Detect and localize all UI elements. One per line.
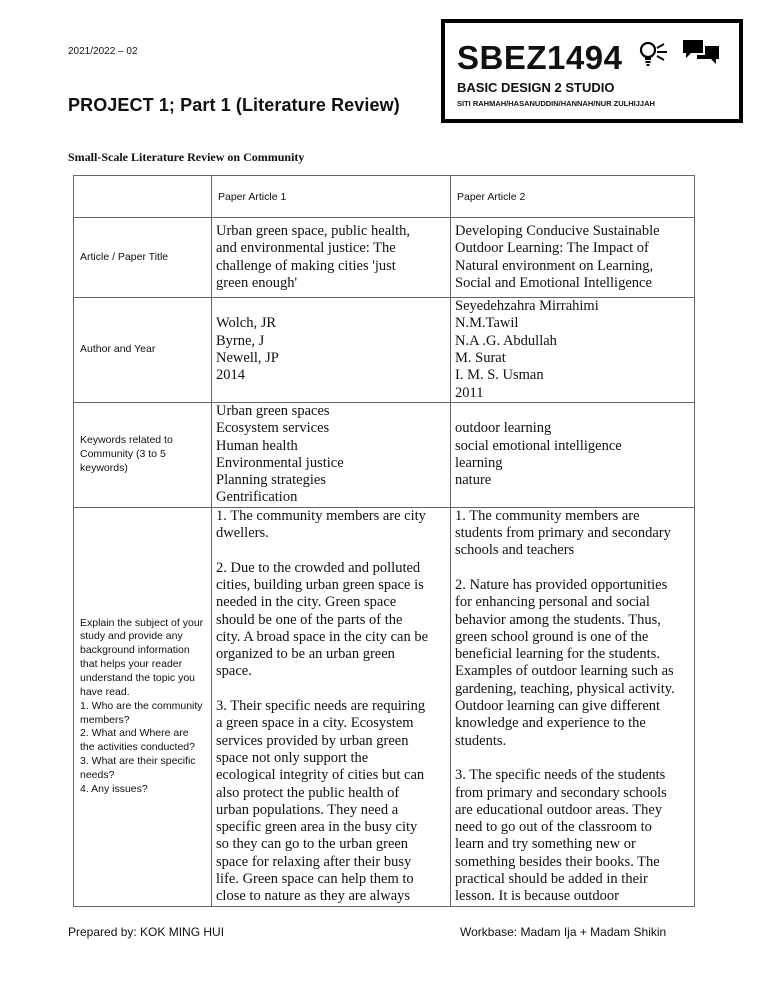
section-heading: Small-Scale Literature Review on Community bbox=[68, 150, 305, 164]
article-2-title: Developing Conducive Sustainable Outdoor Learning: The Impact of Natural environment on Learning, Social and Emotional Intelligence bbox=[451, 218, 695, 298]
academic-year: 2021/2022 – 02 bbox=[68, 46, 138, 57]
row-label-title: Article / Paper Title bbox=[74, 218, 212, 298]
article-2-explanation bbox=[451, 507, 695, 906]
course-logo bbox=[441, 19, 743, 123]
table-header-row bbox=[74, 176, 695, 218]
table-header-article-2: Paper Article 2 bbox=[451, 176, 695, 218]
row-label-explanation: Explain the subject of your study and provide any background information that helps your reader understand the topic you have read. 1. Who are the community members? 2. What and Where are the activities conducted? 3. What are their specific needs? 4. Any issues? bbox=[74, 507, 212, 906]
row-label-keywords: Keywords related to Community (3 to 5 keywords) bbox=[74, 403, 212, 508]
article-1-point-2: 2. Due to the crowded and polluted cities, building urban green space is needed in the city. Green space should be one of the parts of the city. A broad space in the city can be organized to be an urban green space. bbox=[216, 559, 429, 680]
article-2-point-3: 3. The specific needs of the students from primary and secondary schools are educational outdoor areas. They need to go out of the classroom to learn and try something new or something besides their books. The practical should be added in their lesson. It is because outdoor bbox=[455, 767, 667, 905]
article-1-point-3: 3. Their specific needs are requiring a green space in a city. Ecosystem services provided by urban green space not only support the ecological integrity of cities but can also protect the public health of urban populations. They need a specific green area in the busy city so they can go to the urban green space for relaxing after their busy life. Green space can help them to close to nature as they are always bbox=[216, 698, 426, 905]
article-1-point-1: 1. The community members are city dwellers. bbox=[216, 507, 426, 542]
lecturer-names: SITI RAHMAH/HASANUDDIN/HANNAH/NUR ZULHIJJAH bbox=[457, 99, 655, 108]
article-1-keywords: Urban green spaces Ecosystem services Human health Environmental justice Planning strategies Gentrification bbox=[212, 403, 451, 508]
row-label-author: Author and Year bbox=[74, 298, 212, 403]
article-1-title: Urban green space, public health, and environmental justice: The challenge of making cities 'just green enough' bbox=[212, 218, 451, 298]
footer-prepared-by: Prepared by: KOK MING HUI bbox=[68, 925, 225, 939]
table-header-article-1: Paper Article 1 bbox=[212, 176, 451, 218]
chat-bubbles-icon bbox=[681, 37, 721, 69]
course-code: SBEZ1494 bbox=[457, 39, 623, 76]
footer-workbase: Workbase: Madam Ija + Madam Shikin bbox=[460, 925, 667, 939]
table-header-empty bbox=[74, 176, 212, 218]
table-row-keywords bbox=[74, 403, 695, 508]
article-1-explanation bbox=[212, 507, 451, 906]
literature-review-table bbox=[73, 175, 695, 907]
lightbulb-icon bbox=[636, 39, 670, 69]
table-row-author bbox=[74, 298, 695, 403]
article-2-keywords: outdoor learning social emotional intelligence learning nature bbox=[451, 403, 695, 508]
article-2-authors: Seyedehzahra Mirrahimi N.M.Tawil N.A .G. Abdullah M. Surat I. M. S. Usman 2011 bbox=[451, 298, 695, 403]
project-title: PROJECT 1; Part 1 (Literature Review) bbox=[68, 95, 400, 115]
studio-name: BASIC DESIGN 2 STUDIO bbox=[457, 80, 615, 95]
table-row-title bbox=[74, 218, 695, 298]
article-2-point-1: 1. The community members are students from primary and secondary schools and teachers bbox=[455, 507, 671, 559]
table-row-explanation bbox=[74, 507, 695, 906]
article-2-point-2: 2. Nature has provided opportunities for enhancing personal and social behavior among the students. Thus, green school ground is one of the beneficial learning for the students. Examples of outdoor learning such as gardening, teaching, physical activity. Outdoor learning can give different knowledge and experience to the students. bbox=[455, 576, 675, 749]
article-1-authors: Wolch, JR Byrne, J Newell, JP 2014 bbox=[212, 298, 451, 403]
